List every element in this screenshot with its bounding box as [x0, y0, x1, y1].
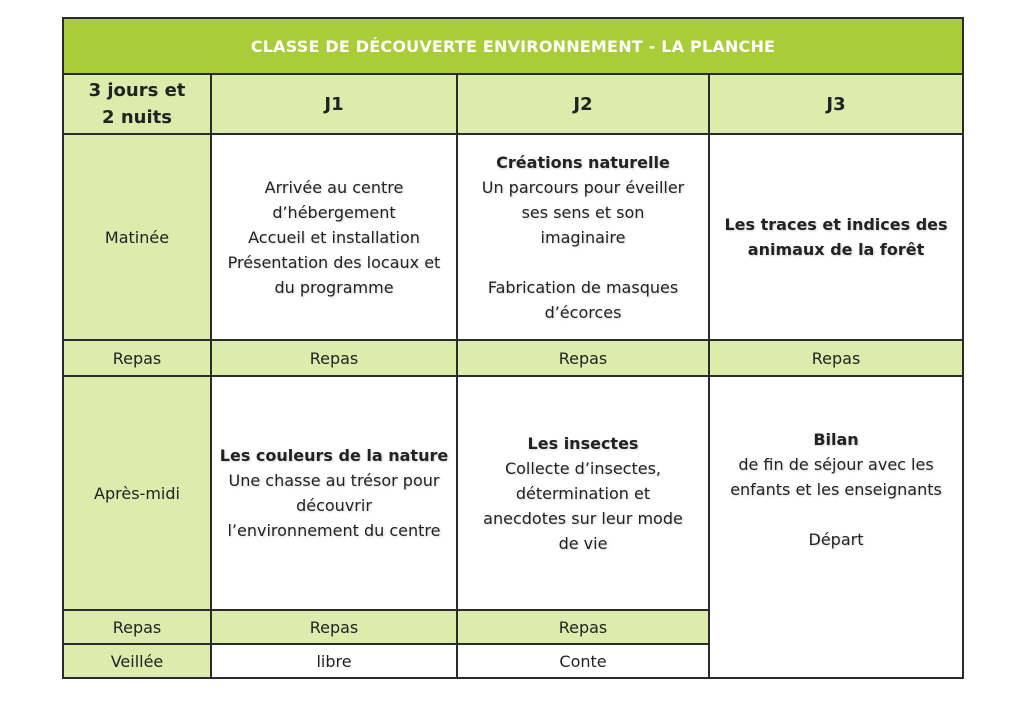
repas-j3: Repas — [709, 340, 963, 376]
apres-midi-j3-line: de fin de séjour avec les — [738, 455, 934, 474]
apres-midi-j1-title: Les couleurs de la nature — [219, 446, 449, 465]
apres-midi-j2-cell — [457, 376, 709, 610]
day-header-j1: J1 — [211, 74, 457, 134]
apres-midi-j1-line: découvrir — [296, 496, 372, 515]
apres-midi-j2-line: de vie — [558, 533, 608, 553]
day-header-j2: J2 — [457, 74, 709, 134]
repas-j1: Repas — [211, 340, 457, 376]
apres-midi-j1-cell — [211, 376, 457, 610]
apres-midi-j2-line: détermination et — [515, 483, 651, 503]
row-label-veillee: Veillée — [63, 644, 211, 678]
matinee-j2-line: Fabrication de masques — [487, 277, 679, 297]
apres-midi-j3-line: Départ — [808, 530, 864, 549]
apres-midi-j3-cell — [709, 376, 963, 678]
apres-midi-j2-title: Les insectes — [527, 433, 639, 453]
repas-soir-j1: Repas — [211, 610, 457, 644]
apres-midi-j2-line: anecdotes sur leur mode — [483, 508, 683, 528]
matinee-j2-cell — [457, 134, 709, 340]
matinee-j2-title: Créations naturelle — [496, 152, 670, 172]
row-label-repas-soir: Repas — [63, 610, 211, 644]
matinee-j2-line: Un parcours pour éveiller — [481, 177, 685, 197]
apres-midi-j1-line: l’environnement du centre — [227, 521, 441, 540]
matinee-j1-cell — [211, 134, 457, 340]
veillee-j1: libre — [211, 644, 457, 678]
duration-line-1: 3 jours et — [88, 80, 186, 101]
matinee-j2-line: imaginaire — [540, 227, 626, 247]
matinee-j1-line: Arrivée au centre — [264, 177, 404, 197]
row-label-apres-midi: Après-midi — [63, 376, 211, 610]
matinee-j3-title-line: animaux de la forêt — [747, 240, 925, 259]
matinee-j1-line: Présentation des locaux et — [227, 252, 441, 272]
matinee-j3-title-line: Les traces et indices des — [724, 215, 948, 234]
day-header-j3: J3 — [709, 74, 963, 134]
row-label-repas: Repas — [63, 340, 211, 376]
apres-midi-j3-title: Bilan — [813, 430, 859, 449]
matinee-j2-line: ses sens et son — [521, 202, 645, 222]
apres-midi-j3-line: enfants et les enseignants — [730, 480, 942, 499]
apres-midi-j2-line: Collecte d’insectes, — [504, 458, 662, 478]
schedule-table — [62, 17, 964, 679]
repas-soir-j2: Repas — [457, 610, 709, 644]
table-title: CLASSE DE DÉCOUVERTE ENVIRONNEMENT - LA PLANCHE — [63, 18, 963, 74]
apres-midi-j1-line: Une chasse au trésor pour — [228, 471, 440, 490]
row-label-matinee: Matinée — [63, 134, 211, 340]
matinee-j2-line: d’écorces — [544, 302, 622, 322]
matinee-j1-line: d’hébergement — [272, 202, 396, 222]
duration-line-2: 2 nuits — [102, 107, 172, 128]
matinee-j1-line: Accueil et installation — [248, 227, 420, 247]
matinee-j1-line: du programme — [274, 277, 394, 297]
veillee-j2: Conte — [457, 644, 709, 678]
matinee-j3-cell — [709, 134, 963, 340]
duration-header — [63, 74, 211, 134]
repas-j2: Repas — [457, 340, 709, 376]
